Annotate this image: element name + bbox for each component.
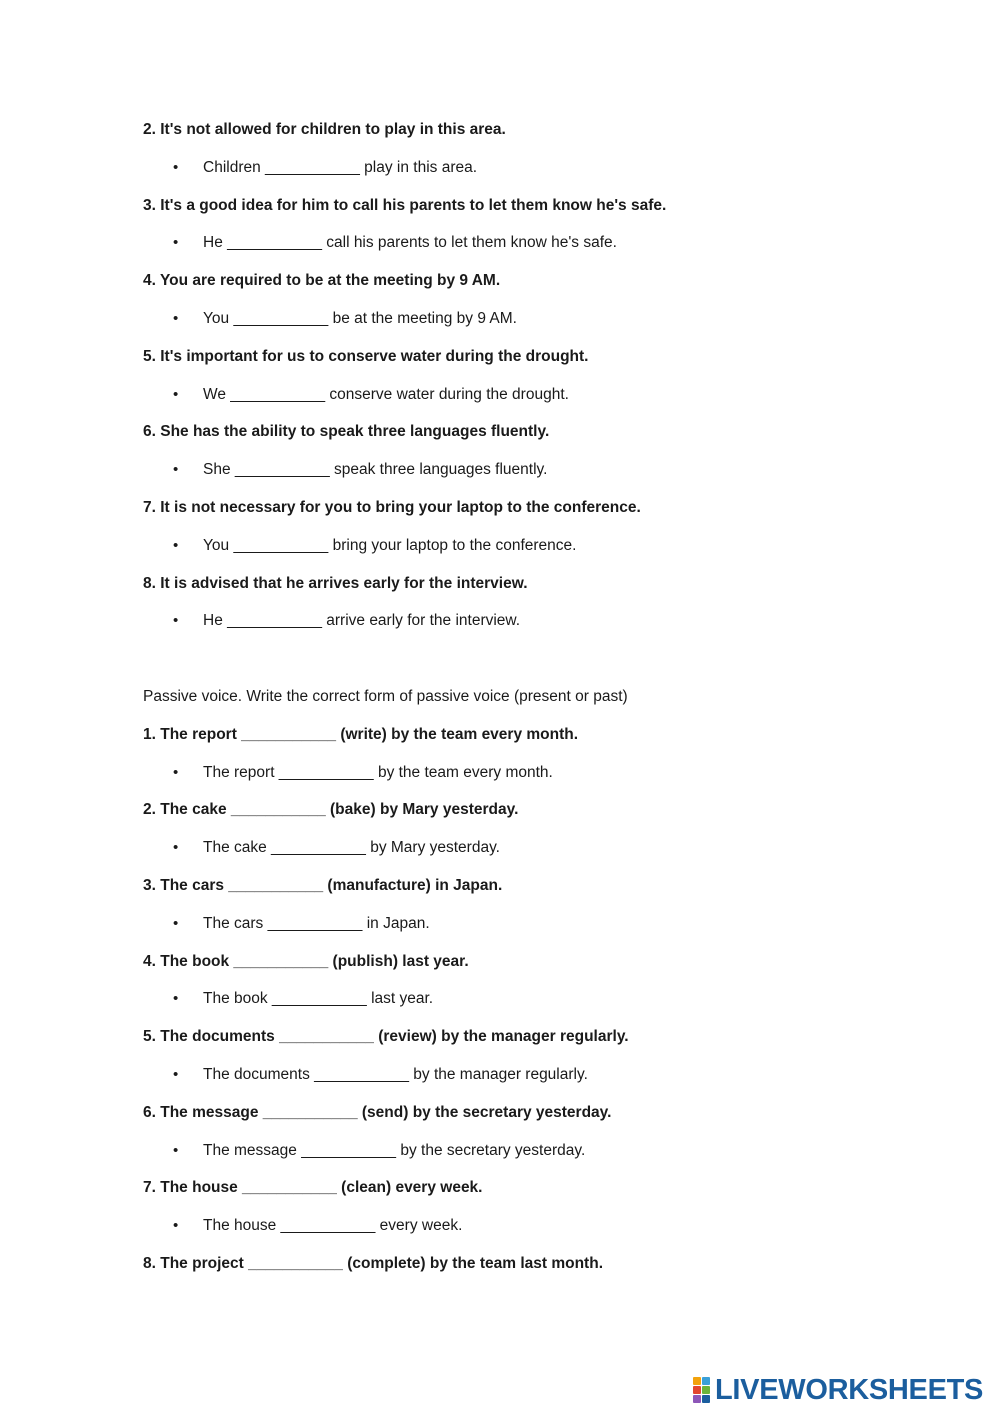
passive-question-6: 6. The message ___________ (send) by the secretary yesterday. [143,1103,612,1121]
question-6: 6. She has the ability to speak three languages fluently. [143,423,550,441]
answer-item-2: • Children ___________ play in this area. [143,156,963,194]
answer-item-3: • He ___________ call his parents to let them know he's safe. [143,231,963,269]
passive-voice-section [143,723,963,1290]
passive-answer-item-1: • The report ___________ by the team every month. [143,761,963,799]
passive-question-5: 5. The documents ___________ (review) by the manager regularly. [143,1028,629,1046]
answer-item-5: • We ___________ conserve water during the drought. [143,383,963,421]
passive-question-7: 7. The house ___________ (clean) every week. [143,1179,483,1197]
passive-answer-item-3: • The cars ___________ in Japan. [143,912,963,950]
passive-question-4: 4. The book ___________ (publish) last year. [143,952,469,970]
passive-question-1: 1. The report ___________ (write) by the team every month. [143,725,579,743]
question-3: 3. It's a good idea for him to call his parents to let them know he's safe. [143,196,667,214]
question-4: 4. You are required to be at the meeting by 9 AM. [143,272,501,290]
section-spacer [143,647,963,685]
answer-item-4: • You ___________ be at the meeting by 9 AM. [143,307,963,345]
question-2: 2. It's not allowed for children to play in this area. [143,121,506,138]
answer-item-8: • He ___________ arrive early for the interview. [143,609,963,647]
liveworksheets-logo-icon [693,1377,711,1403]
passive-voice-instruction: Passive voice. Write the correct form of passive voice (present or past) [143,687,628,705]
passive-answer-item-5: • The documents ___________ by the manager regularly. [143,1063,963,1101]
question-5: 5. It's important for us to conserve water during the drought. [143,347,589,365]
passive-question-2: 2. The cake ___________ (bake) by Mary yesterday. [143,801,519,819]
question-7: 7. It is not necessary for you to bring your laptop to the conference. [143,498,641,516]
passive-answer-item-6: • The message ___________ by the secretary yesterday. [143,1139,963,1177]
modal-verbs-section [143,118,963,647]
question-8: 8. It is advised that he arrives early for the interview. [143,574,528,592]
passive-question-3: 3. The cars ___________ (manufacture) in Japan. [143,876,503,894]
passive-answer-item-7: • The house ___________ every week. [143,1214,963,1252]
passive-question-8: 8. The project ___________ (complete) by the team last month. [143,1254,603,1272]
worksheet-content [143,118,963,1290]
passive-answer-item-4: • The book ___________ last year. [143,987,963,1025]
answer-item-6: • She ___________ speak three languages fluently. [143,458,963,496]
passive-answer-item-2: • The cake ___________ by Mary yesterday. [143,836,963,874]
liveworksheets-logo[interactable] [693,1372,983,1408]
answer-item-7: • You ___________ bring your laptop to the conference. [143,534,963,572]
logo-text: LIVEWORKSHEETS [715,1373,984,1406]
